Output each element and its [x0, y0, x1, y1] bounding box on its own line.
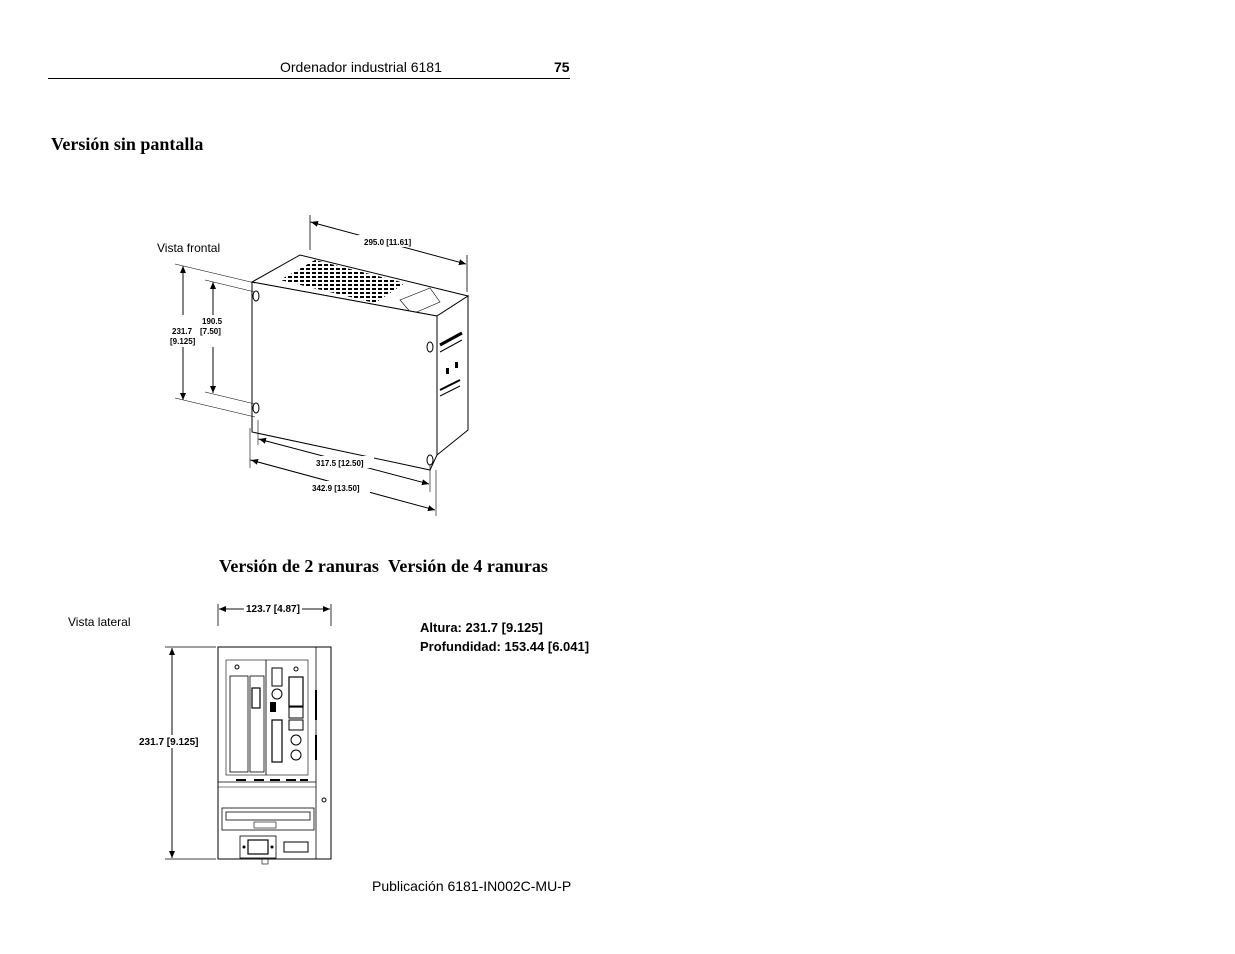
dim-side-height: 231.7 [9.125]: [139, 737, 199, 748]
side-view-label: Vista lateral: [68, 615, 131, 629]
spec-height: Altura: 231.7 [9.125]: [420, 620, 543, 635]
dim-height-inner-a: 190.5: [202, 317, 223, 326]
dim-width-inner: 317.5 [12.50]: [316, 459, 364, 468]
section-heading-no-display: Versión sin pantalla: [51, 134, 204, 154]
dim-width-outer: 342.9 [13.50]: [312, 484, 360, 493]
section-heading-four-slot: Versión de 4 ranuras: [388, 556, 548, 576]
running-header-title: Ordenador industrial 6181: [280, 59, 442, 75]
page-number: 75: [554, 59, 570, 75]
front-view-label: Vista frontal: [157, 241, 221, 255]
section-heading-two-slot: Versión de 2 ranuras: [219, 556, 379, 576]
spec-depth: Profundidad: 153.44 [6.041]: [420, 639, 590, 654]
dim-height-inner-b: [7.50]: [200, 327, 221, 336]
publication-footer: Publicación 6181-IN002C-MU-P: [372, 878, 572, 894]
dim-height-outer-a: 231.7: [172, 327, 193, 336]
dim-side-width: 123.7 [4.87]: [246, 604, 300, 615]
dim-height-outer-b: [9.125]: [170, 337, 196, 346]
dim-depth-label: 295.0 [11.61]: [364, 238, 412, 247]
